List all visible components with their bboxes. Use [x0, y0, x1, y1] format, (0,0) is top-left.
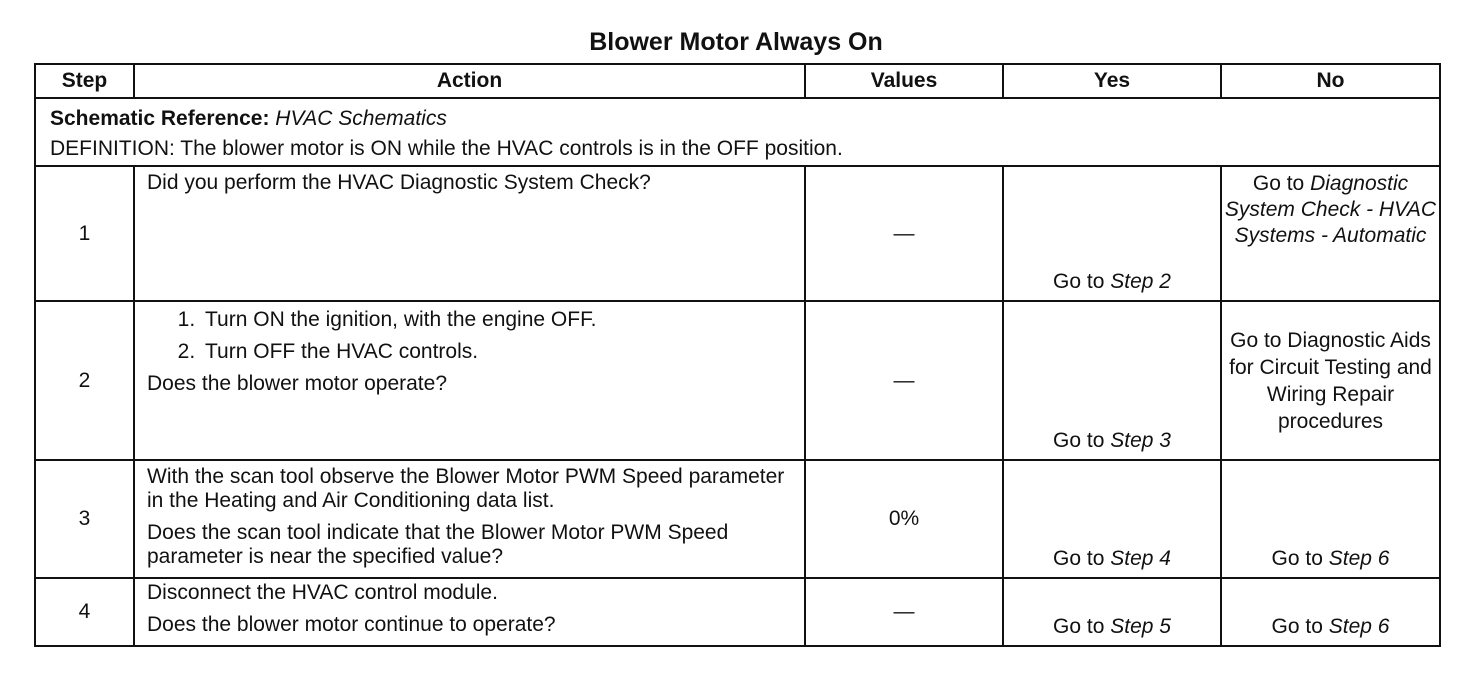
value-cell: — [805, 578, 1003, 646]
table-row [35, 460, 1440, 578]
header-yes: Yes [1003, 64, 1221, 98]
value-cell: — [805, 301, 1003, 460]
action-question: Does the blower motor continue to operate? [147, 613, 556, 636]
schematic-link[interactable]: HVAC Schematics [275, 107, 447, 130]
yes-prefix: Go to [1053, 615, 1105, 638]
step-number: 3 [35, 460, 134, 578]
page-title: Blower Motor Always On [589, 28, 883, 56]
list-item: 1. Turn ON the ignition, with the engine OFF. [201, 304, 794, 336]
table-row [35, 301, 1440, 460]
action-text: Disconnect the HVAC control module. [147, 581, 498, 604]
schematic-row [35, 98, 1440, 133]
value-cell: 0% [805, 460, 1003, 578]
schematic-reference [35, 98, 1440, 133]
action-cell [134, 460, 805, 578]
no-prefix: Go to [1252, 172, 1305, 195]
table-row [35, 166, 1440, 301]
yes-cell [1003, 578, 1221, 646]
table-row [35, 578, 1440, 646]
no-link[interactable]: Diagnostic System Check - HVAC Systems - Automatic [1224, 172, 1437, 247]
action-list [147, 304, 794, 368]
header-values: Values [805, 64, 1003, 98]
step-number: 1 [35, 166, 134, 301]
no-link[interactable]: Step 6 [1328, 547, 1390, 570]
value-cell: — [805, 166, 1003, 301]
definition-row [35, 133, 1440, 166]
no-cell [1221, 578, 1440, 646]
no-cell [1221, 460, 1440, 578]
action-cell [134, 166, 805, 301]
yes-cell [1003, 301, 1221, 460]
list-item: 2. Turn OFF the HVAC controls. [201, 336, 794, 368]
action-text: With the scan tool observe the Blower Motor PWM Speed parameter in the Heating and Air Conditioning data list. [147, 465, 785, 512]
step-number: 2 [35, 301, 134, 460]
action-cell [134, 301, 805, 460]
yes-prefix: Go to [1053, 547, 1105, 570]
header-action: Action [134, 64, 805, 98]
action-text: Did you perform the HVAC Diagnostic System Check? [147, 171, 651, 194]
header-no: No [1221, 64, 1440, 98]
step-number: 4 [35, 578, 134, 646]
schematic-label: Schematic Reference: [50, 107, 270, 130]
diagnostic-table [34, 63, 1441, 647]
action-question: Does the blower motor operate? [147, 372, 447, 395]
header-step: Step [35, 64, 134, 98]
no-cell[interactable]: Go to Diagnostic Aids for Circuit Testing and Wiring Repair procedures [1221, 301, 1440, 460]
yes-link[interactable]: Step 5 [1110, 615, 1171, 638]
yes-prefix: Go to [1053, 270, 1105, 293]
action-cell [134, 578, 805, 646]
yes-prefix: Go to [1053, 429, 1105, 452]
no-link[interactable]: Step 6 [1328, 615, 1390, 638]
yes-link[interactable]: Step 4 [1110, 547, 1171, 570]
yes-cell [1003, 460, 1221, 578]
header-row [35, 64, 1440, 98]
yes-link[interactable]: Step 2 [1110, 270, 1171, 293]
definition-text: DEFINITION: The blower motor is ON while the HVAC controls is in the OFF position. [35, 133, 1440, 166]
no-prefix: Go to [1271, 547, 1323, 570]
yes-cell [1003, 166, 1221, 301]
yes-link[interactable]: Step 3 [1110, 429, 1171, 452]
no-prefix: Go to [1271, 615, 1323, 638]
action-question: Does the scan tool indicate that the Blower Motor PWM Speed parameter is near the specified value? [147, 521, 729, 568]
no-cell [1221, 166, 1440, 301]
